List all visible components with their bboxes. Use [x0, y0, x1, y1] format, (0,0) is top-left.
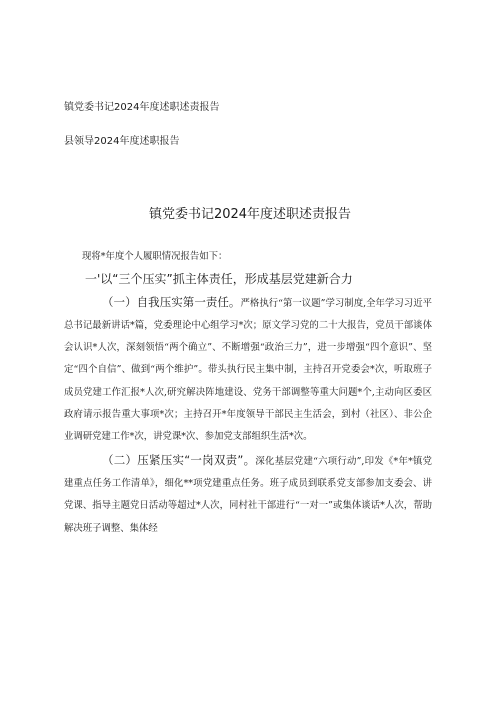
body-paragraph	[64, 291, 432, 449]
paragraph-text: 严格执行“第一议题”学习制度,全年学习习近平总书记最新讲话*篇，党委理论中心组学习*次；原文学习党的二十大报告，党员干部谈体会认识*人次，深刻领悟“两个确立”、不断增强“政治三力”，进一步增强“四个意识”、坚定“四个自信”、做到“两个维护”。带头执行民主集中制，主持召开党委会*次，听取班子成员党建工作汇报*人次,研究解决阵地建设、党务干部调整等重大问题*个,主动向区委区政府请示报告重大事项*次；主持召开*年度领导干部民主生活会，到村（社区）、非公企业调研党建工作*次，讲党课*次、参加党支部组织生活*次。	[64, 297, 433, 443]
subsection-heading: （二）压紧压实“一岗双责”。	[102, 452, 256, 467]
intro-paragraph: 现将*年度个人履职情况报告如下：	[82, 251, 228, 262]
section-heading: 一'以“三个压实”抓主体责任，形成基层党建新合力	[85, 272, 353, 287]
document-body	[64, 246, 432, 540]
header-subtitle-line: 县领导2024年度述职报告	[64, 136, 180, 147]
paragraph-text: 深化基层党建“六项行动”,印发《*年*镇党建重点任务工作清单》，细化**项党建重点任务。班子成员到联系党支部参加支委会、讲党课、指导主题党日活动等超过*人次，同村社干部进行“一对一”或集体谈话*人次，帮助解决班子调整、集体经	[64, 455, 432, 534]
header-title-line: 镇党委书记2024年度述职述责报告	[64, 102, 220, 113]
body-paragraph	[64, 449, 432, 540]
subsection-heading: （一）自我压实第一责任。	[102, 294, 241, 309]
document-title: 镇党委书记2024年度述职述责报告	[148, 207, 352, 222]
